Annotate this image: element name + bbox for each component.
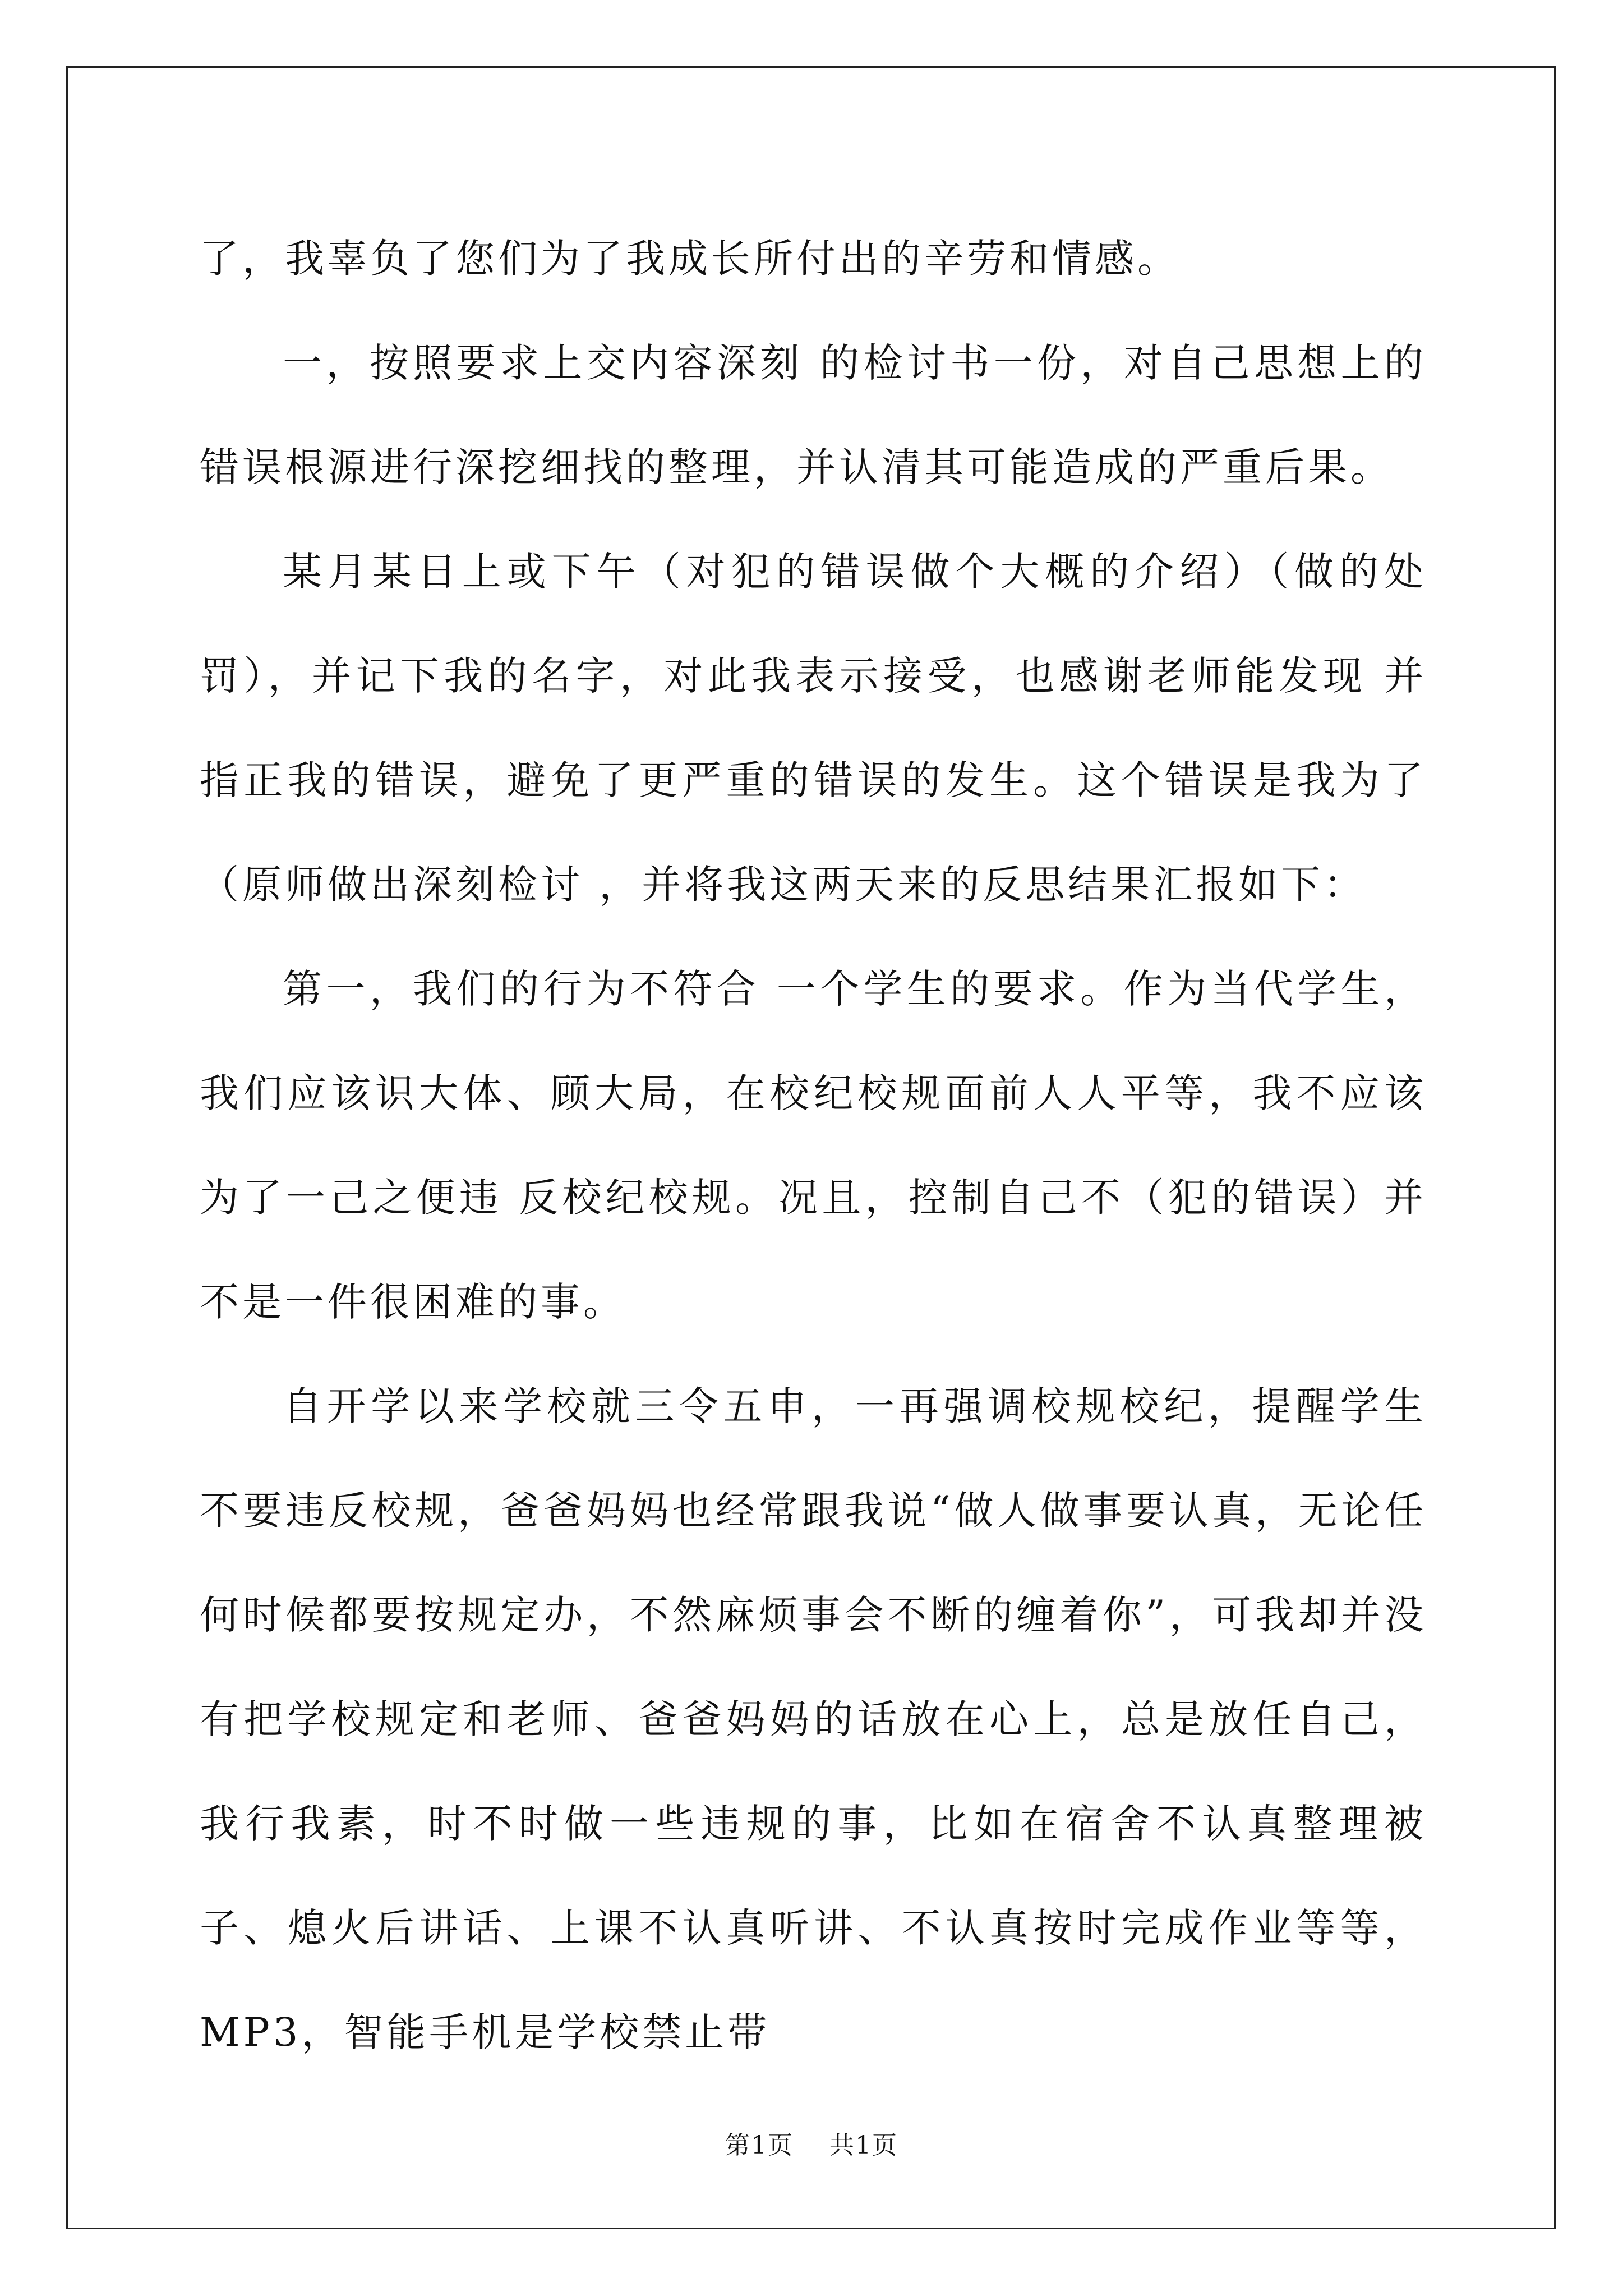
document-body	[200, 206, 1427, 2085]
paragraph-3: 某月某日上或下午（对犯的错误做个大概的介绍）（做的处罚），并记下我的名字，对此我表示接受，也感谢老师能发现 并指正我的错误，避免了更严重的错误的发生。这个错误是我为了（原师做出深刻检讨 ，并将我这两天来的反思结果汇报如下：	[200, 549, 1427, 908]
paragraph-2: 一，按照要求上交内容深刻 的检讨书一份，对自己思想上的错误根源进行深挖细找的整理，并认清其可能造成的严重后果。	[200, 340, 1427, 490]
paragraph-4: 第一，我们的行为不符合 一个学生的要求。作为当代学生，我们应该识大体、顾大局，在校纪校规面前人人平等，我不应该为了一己之便违 反校纪校规。况且，控制自己不（犯的错误）并不是一件很困难的事。	[200, 966, 1427, 1325]
page-number: 第1页	[725, 2131, 794, 2160]
page-footer	[0, 2129, 1623, 2162]
paragraph-1: 了，我辜负了您们为了我成长所付出的辛劳和情感。	[200, 236, 1180, 282]
total-pages: 共1页	[829, 2131, 898, 2160]
paragraph-5: 自开学以来学校就三令五申，一再强调校规校纪，提醒学生不要违反校规，爸爸妈妈也经常跟我说“做人做事要认真，无论任何时候都要按规定办，不然麻烦事会不断的缠着你”，可我却并没有把学校规定和老师、爸爸妈妈的话放在心上，总是放任自己，我行我素，时不时做一些违规的事，比如在宿舍不认真整理被子、熄火后讲话、上课不认真听讲、不认真按时完成作业等等，MP3，智能手机是学校禁止带	[200, 1383, 1427, 2055]
